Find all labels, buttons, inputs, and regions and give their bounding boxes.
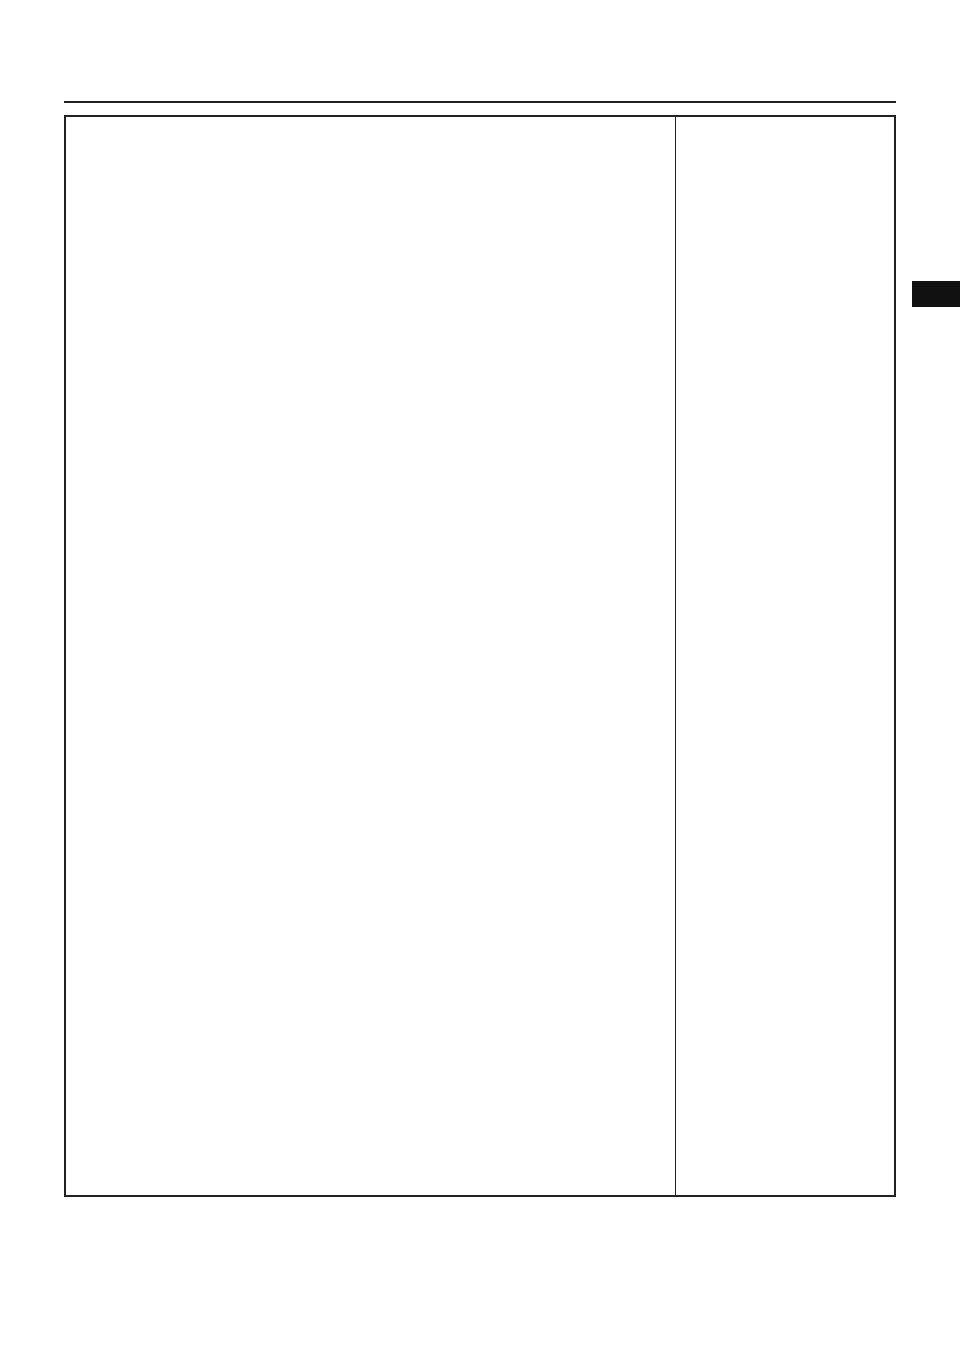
special-tools-table xyxy=(64,115,896,1197)
page-header xyxy=(0,85,960,100)
header-rule xyxy=(64,101,896,103)
section-index-tab xyxy=(912,281,960,307)
column-divider xyxy=(675,117,676,1195)
